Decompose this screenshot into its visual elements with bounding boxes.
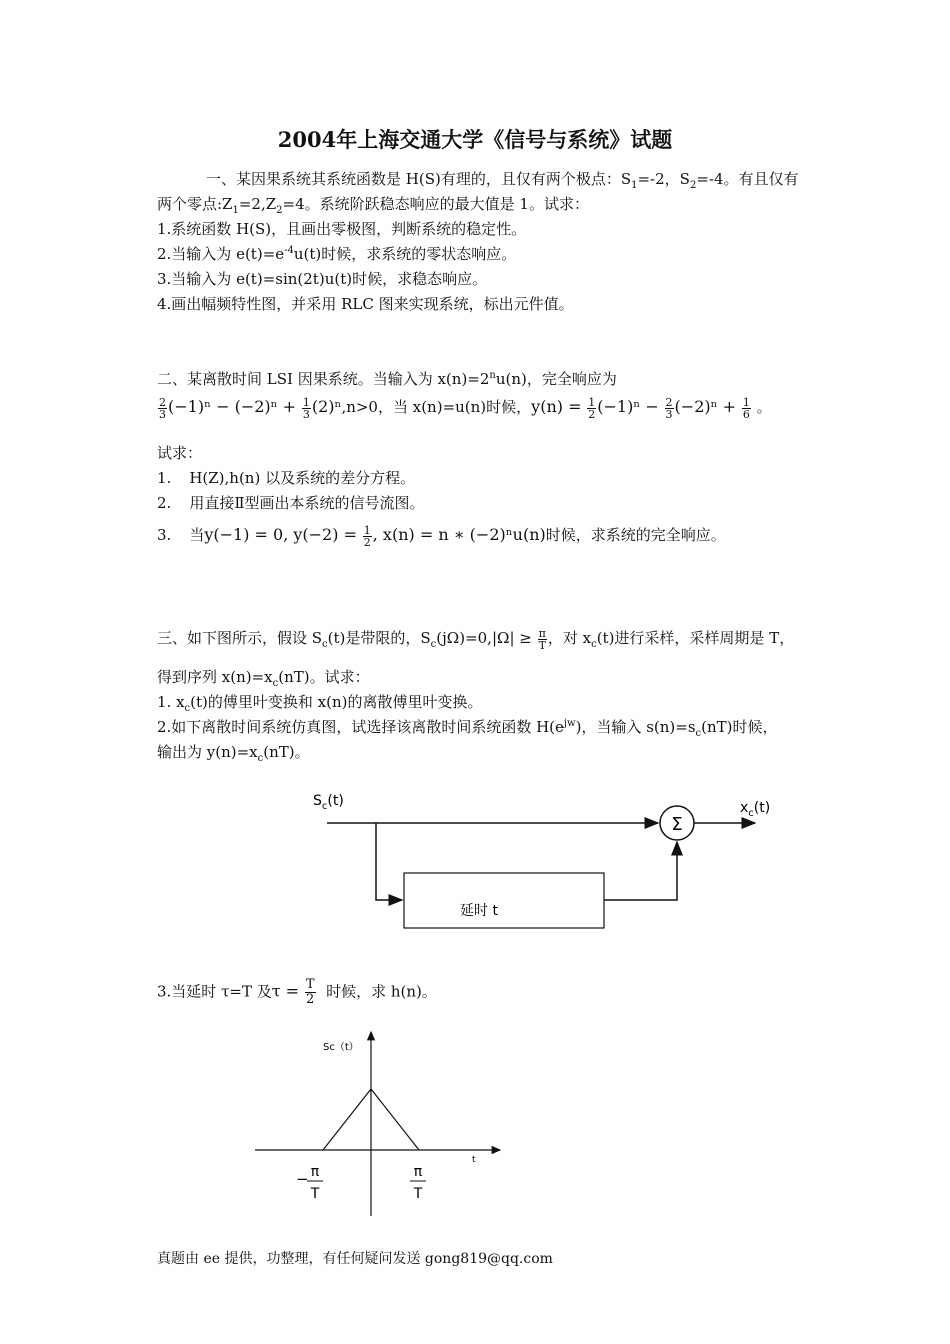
spectrum-plot <box>0 1020 950 1230</box>
q1-item2: 2.当输入为 $e(t)=e^{-4}u(t)$时候，求系统的零状态响应。 <box>157 245 517 263</box>
q2-item3: 3. 当y(−1) = 0, y(−2) = $\frac{1}{2}$ , x(n) = n ∗ (−2)ⁿu(n)时候，求系统的完全响应。 <box>157 523 726 549</box>
branch-to-delay <box>376 823 402 900</box>
q2-item2: 2. 用直接Ⅱ型画出本系统的信号流图。 <box>157 494 425 512</box>
q3-item3: 3.当延时 τ=T 及τ = $\frac{T}{2}$ 时候，求 h(n)。 <box>157 977 437 1007</box>
q1-item4: 4.画出幅频特性图，并采用 RLC 图来实现系统，标出元件值。 <box>157 295 574 313</box>
q3-item1: 1. $x_c(t)$的傅里叶变换和 x(n)的离散傅里叶变换。 <box>157 693 483 714</box>
q1-item1: 1.系统函数 H(S)，且画出零极图，判断系统的稳定性。 <box>157 220 527 238</box>
delay-to-sum <box>604 842 677 900</box>
q3-line1: 三、如下图所示，假设 $S_c(t)$是带限的，$S_c(j\Omega)=0,|\Omega|$ ≥ $\frac{\pi}{T}$ ，对 $x_c(t)$进行采样，采样周期是 T， <box>157 626 795 652</box>
neg-tick-num: π <box>310 1164 320 1180</box>
q1-line2: 两个零点$:Z_1=2,Z_2=4$。系统阶跃稳态响应的最大值是 1。试求： <box>157 195 589 216</box>
q2-ask: 试求： <box>157 444 203 462</box>
page-title: 2004年上海交通大学《信号与系统》试题 <box>277 127 673 152</box>
delay-block <box>404 873 604 928</box>
q2-line1: 二、某离散时间 LSI 因果系统。当输入为 $x(n)=2^nu(n)$，完全响应为 <box>157 370 617 388</box>
pos-tick-num: π <box>413 1164 423 1180</box>
q1-item3: 3.当输入为 e(t)=sin(2t)u(t)时候，求稳态响应。 <box>157 270 488 288</box>
pos-tick-den: T <box>413 1186 423 1202</box>
block-diagram <box>0 780 950 940</box>
q3-item2-cont: 输出为 $y(n)=x_c(nT)$。 <box>157 743 310 764</box>
q1-line1: 一、某因果系统其系统函数是 H(S)有理的，且仅有两个极点：$S_1=-2$，$S_2=-4$。有且仅有 <box>206 170 799 191</box>
neg-tick-den: T <box>310 1186 320 1202</box>
q2-item1: 1. H(Z),h(n) 以及系统的差分方程。 <box>157 469 416 487</box>
q3-item2: 2.如下离散时间系统仿真图，试选择该离散时间系统函数 $H(e^{jw})$，当输入 $s(n)=s_c(nT)$时候， <box>157 718 778 739</box>
footer-note: 真题由 ee 提供，功整理，有任何疑问发送 gong819@qq.com <box>157 1251 553 1267</box>
x-axis-label: t <box>472 1155 476 1165</box>
neg-tick-sign: − <box>296 1170 309 1188</box>
q2-response-formula: $\frac{2}{3}$ (−1)ⁿ − (−2)ⁿ + $\frac{1}{3}$ (2)ⁿ,n>0，当 x(n)=u(n)时候，y(n) = $\frac{1}{2}$ (−1)ⁿ − $\frac{2}{3}$ (−2)ⁿ + $\frac{1}{6}$ 。 <box>159 395 772 421</box>
diagram-input-label: $S_c(t)$ <box>313 793 344 812</box>
diagram-output-label: $x_c(t)$ <box>740 800 771 819</box>
q3-line2: 得到序列 $x(n)=x_c(nT)$。试求： <box>157 668 370 689</box>
y-axis-label: Sc（t） <box>323 1042 359 1053</box>
delay-label: 延时 t <box>460 903 498 919</box>
sum-symbol: Σ <box>671 814 683 835</box>
